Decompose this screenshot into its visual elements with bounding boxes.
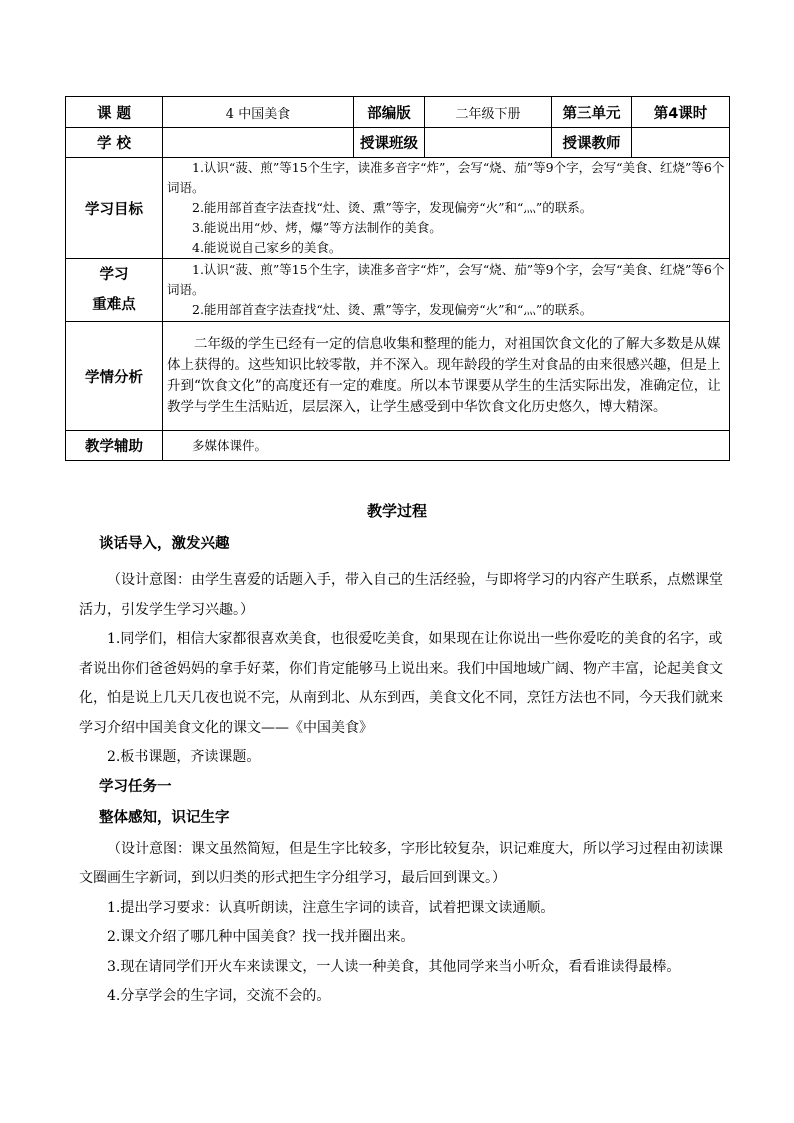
- goal-item: 1.认识“菠、煎”等15个生字，读准多音字“炸”，会写“烧、茄”等9个字，会写“美食、红烧”等6个词语。: [167, 160, 725, 195]
- goals-content: [163, 158, 730, 259]
- school-label: 学 校: [66, 128, 163, 158]
- table-row: [66, 431, 730, 461]
- paragraph: 2.课文介绍了哪几种中国美食？找一找并圈出来。: [107, 929, 415, 945]
- teacher-label: 授课教师: [552, 128, 632, 158]
- goal-item: 4.能说说自己家乡的美食。: [192, 240, 342, 255]
- period-cell: 第4课时: [632, 97, 730, 128]
- table-row: [66, 128, 730, 158]
- lesson-plan-table: [65, 96, 730, 461]
- paragraph: 1.提出学习要求：认真听朗读，注意生字词的读音，试着把课文读通顺。: [107, 899, 555, 916]
- heading-intro: 谈话导入，激发兴趣: [99, 536, 230, 552]
- aid-text: 多媒体课件。: [192, 437, 268, 453]
- paragraph: 1.同学们，相信大家都很喜欢美食，也很爱吃美食，如果现在让你说出一些你爱吃的美食的名字，或者说出你们爸爸妈妈的拿手好菜，你们肯定能够马上说出来。我们中国地域广阔、物产丰富，论起美食文化，怕是说上几天几夜也说不完，从南到北、从东到西，美食文化不同，烹饪方法也不同，今天我们就来学习介绍中国美食文化的课文——《中国美食》: [79, 631, 723, 736]
- school-value: [163, 128, 354, 158]
- key-points-content: [163, 259, 730, 322]
- class-value: [425, 128, 552, 158]
- aid-content: [163, 431, 730, 461]
- paragraph: 3.现在请同学们开火车来读课文，一人读一种美食，其他同学来当小听众，看看谁读得最棒。: [107, 958, 681, 975]
- topic-label: 课 题: [66, 97, 163, 128]
- paragraph: 2.板书课题，齐读课题。: [107, 749, 261, 765]
- analysis-content: [163, 322, 730, 431]
- edition-cell: 部编版: [354, 97, 425, 128]
- heading-overview: 整体感知，识记生字: [99, 809, 230, 826]
- analysis-label: 学情分析: [66, 322, 163, 431]
- key-label-line2: 重难点: [92, 297, 136, 313]
- process-title: 教学过程: [366, 502, 427, 520]
- unit-cell: 第三单元: [552, 97, 632, 128]
- goals-label: 学习目标: [66, 158, 163, 259]
- table-row: [66, 97, 730, 128]
- heading-task-one: 学习任务一: [99, 778, 172, 795]
- analysis-text: 二年级的学生已经有一定的信息收集和整理的能力，对祖国饮食文化的了解大多数是从媒体上获得的。这些知识比较零散，并不深入。现年龄段的学生对食品的由来很感兴趣，但是上升到“饮食文化”的高度还有一定的难度。所以本节课要从学生的生活实际出发，准确定位，让教学与学生生活贴近，层层深入，让学生感受到中华饮食文化历史悠久，博大精深。: [167, 336, 721, 415]
- class-label: 授课班级: [354, 128, 425, 158]
- process-body: [79, 532, 727, 1012]
- topic-value: 4 中国美食: [163, 97, 354, 128]
- paragraph: 4.分享学会的生字词，交流不会的。: [107, 988, 331, 1004]
- paragraph: （设计意图：课文虽然简短，但是生字比较多，字形比较复杂，识记难度大，所以学习过程由初读课文圈画生字新词，到以归类的形式把生字分组学习，最后回到课文。）: [79, 840, 723, 886]
- grade-cell: 二年级下册: [425, 97, 552, 128]
- aid-label: 教学辅助: [66, 431, 163, 461]
- table-row: [66, 259, 730, 322]
- table-row: [66, 322, 730, 431]
- goal-item: 2.能用部首查字法查找“灶、烫、熏”等字，发现偏旁“火”和“灬”的联系。: [192, 200, 593, 215]
- paragraph: （设计意图：由学生喜爱的话题入手，带入自己的生活经验，与即将学习的内容产生联系，点燃课堂活力，引发学生学习兴趣。）: [79, 572, 723, 618]
- key-points-label: [66, 259, 163, 322]
- key-item: 1.认识“菠、煎”等15个生字，读准多音字“炸”，会写“烧、茄”等9个字，会写“美食、红烧”等6个词语。: [167, 262, 725, 297]
- key-label-line1: 学习: [99, 267, 129, 283]
- goal-item: 3.能说出用“炒、烤，爆”等方法制作的美食。: [192, 220, 442, 235]
- table-row: [66, 158, 730, 259]
- teacher-value: [632, 128, 730, 158]
- key-item: 2.能用部首查字法查找“灶、烫、熏”等字，发现偏旁“火”和“灬”的联系。: [192, 302, 593, 317]
